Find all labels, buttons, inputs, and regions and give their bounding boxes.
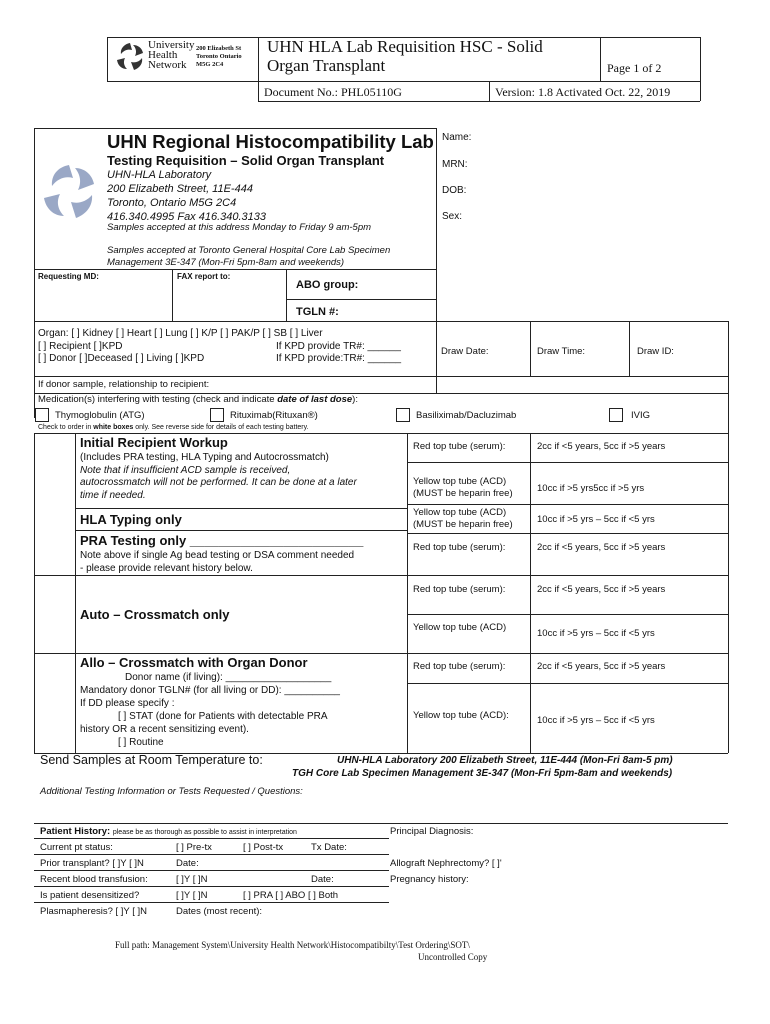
allograft-nephrectomy-option[interactable]: Allograft Nephrectomy? [ ]' (390, 858, 502, 869)
lab-title: UHN Regional Histocompatibility Lab (107, 131, 434, 152)
basiliximab-checkbox[interactable] (396, 408, 410, 422)
draw-id-label[interactable]: Draw ID: (637, 346, 674, 357)
rituximab-label: Rituximab(Rituxan®) (230, 410, 318, 421)
volume-yellow-hla: 10cc if >5 yrs – 5cc if <5 yrs (537, 514, 655, 525)
document-version: Version: 1.8 Activated Oct. 22, 2019 (495, 85, 671, 99)
send-address-line1: UHN-HLA Laboratory 200 Elizabeth Street, 11E-444 (Mon-Fri 8am-5 pm) (337, 755, 673, 766)
recipient-options[interactable]: [ ] Recipient [ ]KPD (38, 341, 123, 352)
tube-yellow-hla: Yellow top tube (ACD) (MUST be heparin free) (413, 507, 513, 530)
send-address-line2: TGH Core Lab Specimen Management 3E-347 (Mon-Fri 5pm-8am and weekends) (292, 768, 673, 779)
abo-group-label[interactable]: ABO group: (296, 279, 359, 291)
current-status-label: Current pt status: (40, 842, 113, 853)
volume-yellow-allo: 10cc if >5 yrs – 5cc if <5 yrs (537, 715, 655, 726)
transfusion-date-label[interactable]: Date: (311, 874, 334, 885)
volume-yellow-auto: 10cc if >5 yrs – 5cc if <5 yrs (537, 628, 655, 639)
document-title: UHN HLA Lab Requisition HSC - Solid Organ Transplant (267, 37, 543, 75)
footer-uncontrolled: Uncontrolled Copy (418, 952, 488, 962)
atg-label: Thymoglobulin (ATG) (55, 410, 145, 421)
basiliximab-label: Basiliximab/Dacluzimab (416, 410, 517, 421)
hla-typing-title: HLA Typing only (80, 512, 182, 527)
initial-workup-checkbox[interactable] (35, 434, 75, 508)
pregnancy-history-label[interactable]: Pregnancy history: (390, 874, 469, 885)
tube-red-allo: Red top tube (serum): (413, 661, 506, 672)
allo-crossmatch-title: Allo – Crossmatch with Organ Donor (80, 655, 308, 670)
auto-crossmatch-title: Auto – Crossmatch only (80, 607, 230, 622)
draw-time-label[interactable]: Draw Time: (537, 346, 586, 357)
rituximab-checkbox[interactable] (210, 408, 224, 422)
atg-checkbox[interactable] (35, 408, 49, 422)
plasmapheresis-dates-label[interactable]: Dates (most recent): (176, 906, 263, 917)
volume-red-auto: 2cc if <5 years, 5cc if >5 years (537, 584, 666, 595)
initial-workup-title: Initial Recipient Workup (80, 435, 228, 450)
tube-yellow-auto: Yellow top tube (ACD) (413, 622, 507, 633)
uhn-logo-large-icon (40, 162, 98, 222)
kpd-tr-field[interactable]: If KPD provide TR#: ______ (276, 341, 401, 352)
volume-red-allo: 2cc if <5 years, 5cc if >5 years (537, 661, 666, 672)
fax-report-label[interactable]: FAX report to: (177, 272, 231, 281)
donor-relationship-label[interactable]: If donor sample, relationship to recipient: (38, 379, 210, 390)
tgln-label[interactable]: TGLN #: (296, 306, 339, 318)
tx-date-label[interactable]: Tx Date: (311, 842, 347, 853)
allo-crossmatch-notes: Donor name (if living): ___________________ Mandatory donor TGLN# (for all living or DD): __________ If DD please specify : [ ] STAT (done for Patients with detectable PRA history OR a recent sensitizing event). [ ] Routine (80, 672, 340, 748)
volume-red-initial: 2cc if <5 years, 5cc if >5 years (537, 441, 666, 452)
pra-testing-notes: Note above if single Ag bead testing or DSA comment needed - please provide relevant history below. (80, 550, 355, 574)
draw-date-label[interactable]: Draw Date: (441, 346, 489, 357)
tube-yellow-initial: Yellow top tube (ACD) (MUST be heparin free) (413, 476, 513, 499)
post-tx-option[interactable]: [ ] Post-tx (243, 842, 284, 853)
kpd-donor-tr-field[interactable]: If KPD provide:TR#: ______ (276, 353, 402, 364)
tube-red-auto: Red top tube (serum): (413, 584, 506, 595)
check-note: Check to order in white boxes only. See reverse side for details of each testing battery. (38, 424, 309, 431)
initial-workup-notes: (Includes PRA testing, HLA Typing and Autocrossmatch) Note that if insufficient ACD sample is received, autocrossmatch will not be performed. It can be done at a later time if needed. (80, 452, 357, 501)
org-name: University Health Network (148, 39, 195, 71)
auto-crossmatch-checkbox[interactable] (35, 576, 75, 653)
patient-sex-label: Sex: (442, 211, 463, 222)
tube-red-initial: Red top tube (serum): (413, 441, 506, 452)
principal-diagnosis-label[interactable]: Principal Diagnosis: (390, 826, 474, 837)
prior-date-label[interactable]: Date: (176, 858, 199, 869)
volume-yellow-initial: 10cc if >5 yrs5cc if >5 yrs (537, 483, 645, 494)
blood-transfusion-label: Recent blood transfusion: (40, 874, 148, 885)
uhn-logo-icon (113, 40, 147, 74)
blood-transfusion-option[interactable]: [ ]Y [ ]N (176, 874, 208, 885)
org-address: 200 Elizabeth St Toronto Ontario M5G 2C4 (196, 45, 242, 68)
accepted-hours: Samples accepted at this address Monday to Friday 9 am-5pm (107, 222, 372, 233)
pra-testing-title: PRA Testing only ________________________ (80, 533, 364, 548)
patient-history-heading: Patient History: please be as thorough as possible to assist in interpretation (40, 826, 297, 837)
core-lab-note: Samples accepted at Toronto General Hospital Core Lab Specimen Management 3E-347 (Mon-Fri 5pm-8am and weekends) (107, 245, 391, 268)
organ-options[interactable]: Organ: [ ] Kidney [ ] Heart [ ] Lung [ ] K/P [ ] PAK/P [ ] SB [ ] Liver (38, 328, 323, 339)
document-number: Document No.: PHL05110G (264, 85, 402, 99)
prior-transplant-option[interactable]: Prior transplant? [ ]Y [ ]N (40, 858, 144, 869)
lab-address: UHN-HLA Laboratory 200 Elizabeth Street, 11E-444 Toronto, Ontario M5G 2C4 416.340.4995 Fax 416.340.3133 (107, 169, 267, 223)
ivig-label: IVIG (631, 410, 651, 421)
donor-options[interactable]: [ ] Donor [ ]Deceased [ ] Living [ ]KPD (38, 353, 205, 364)
requesting-md-label[interactable]: Requesting MD: (38, 272, 99, 281)
allo-crossmatch-checkbox[interactable] (35, 654, 75, 753)
footer-path: Full path: Management System\University Health Network\Histocompatibilty\Test Ordering\SOT\ (115, 940, 470, 950)
desensitized-option[interactable]: [ ]Y [ ]N (176, 890, 208, 901)
volume-red-pra: 2cc if <5 years, 5cc if >5 years (537, 542, 666, 553)
hla-typing-checkbox[interactable] (35, 509, 75, 530)
plasmapheresis-option[interactable]: Plasmapheresis? [ ]Y [ ]N (40, 906, 148, 917)
desensitized-label: Is patient desensitized? (40, 890, 140, 901)
patient-mrn-label: MRN: (442, 159, 468, 170)
patient-dob-label: DOB: (442, 185, 467, 196)
patient-name-label: Name: (442, 132, 472, 143)
additional-info-label[interactable]: Additional Testing Information or Tests Requested / Questions: (40, 786, 303, 797)
medication-heading: Medication(s) interfering with testing (check and indicate date of last dose): (38, 394, 358, 405)
pra-abo-option[interactable]: [ ] PRA [ ] ABO [ ] Both (243, 890, 339, 901)
page-number: Page 1 of 2 (607, 61, 662, 75)
lab-subtitle: Testing Requisition – Solid Organ Transplant (107, 153, 385, 168)
ivig-checkbox[interactable] (609, 408, 623, 422)
tube-yellow-allo: Yellow top tube (ACD): (413, 710, 509, 721)
pre-tx-option[interactable]: [ ] Pre-tx (176, 842, 212, 853)
pra-testing-checkbox[interactable] (35, 531, 75, 575)
send-samples-label: Send Samples at Room Temperature to: (40, 753, 263, 767)
tube-red-pra: Red top tube (serum): (413, 542, 506, 553)
